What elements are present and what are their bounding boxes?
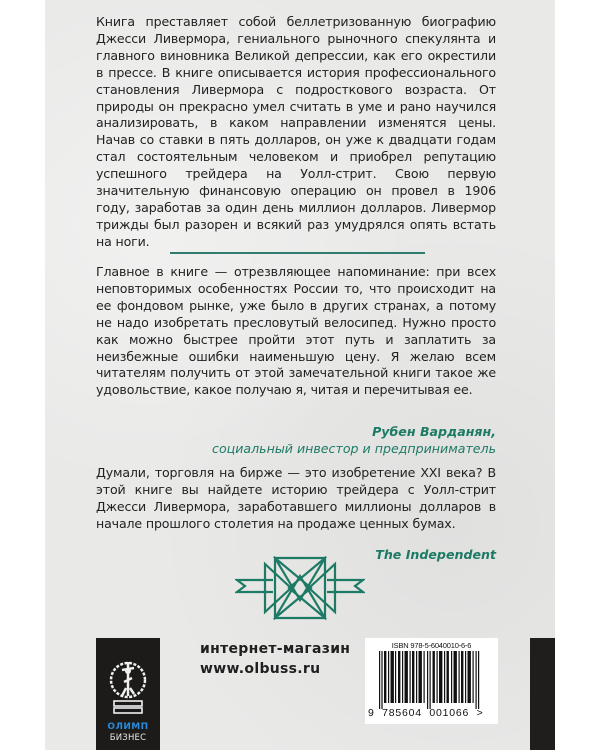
quote-author: Рубен Варданян,	[372, 424, 496, 439]
review-quote-1	[96, 264, 496, 399]
shop-url-link[interactable]: www.olbuss.ru	[200, 661, 321, 677]
description-text: Книга преставляет собой беллетризованную биографию Джесси Ливермора, гениального рыночного спекулянта и главного виновника Великой депрессии, как его окрестили в прессе. В книге описывается история профессионального становления Ливермора с подросткового возраста. От природы он прекрасно умел считать в уме и рано научился анализировать, в каком направлении изменятся цены. Начав со ставки в пять долларов, он уже к двадцати годам стал состоятельным человеком и приобрел репутацию успешного трейдера на Уолл-стрит. Свою первую значительную финансовую операцию он провел в 1906 году, заработав за один день миллион долларов. Ливермор трижды был разорен и всякий раз умудрялся опять встать на ноги.	[96, 14, 496, 249]
quote-text: Думали, торговля на бирже — это изобретение XXI века? В этой книге вы найдете историю трейдера с Уолл-стрит Джесси Ливермора, заработавшего миллионы долларов в начале прошлого столетия на продаже ценных бумах.	[96, 465, 496, 531]
quote-1-attribution	[212, 423, 496, 457]
publisher-name-line2: БИЗНЕС	[109, 733, 147, 743]
barcode-icon	[379, 651, 481, 709]
quote-2-attribution	[375, 546, 496, 563]
book-description	[96, 14, 496, 251]
review-quote-2	[96, 465, 496, 533]
quote-text: Главное в книге — отрезвляющее напоминание: при всех неповторимых особенностях России то, что происходит на ее фондовом рынке, уже было в других странах, а потому не надо изобретать пресловутый велосипед. Нужно просто как можно быстрее пройти этот путь и заплатить за неизбежные ошибки наименьшую цену. Я желаю всем читателям получить от этой замечательной книги такое же удовольствие, какое получаю я, читая и перечитывая ее.	[96, 264, 496, 398]
publisher-logo	[96, 638, 160, 750]
publisher-name-line1: ОЛИМП	[107, 722, 149, 732]
section-divider	[170, 252, 425, 254]
quote-source: The Independent	[375, 547, 496, 562]
isbn-label: ISBN 978-5-6040010-6-6	[391, 641, 472, 650]
quote-author-title: социальный инвестор и предприниматель	[212, 441, 496, 456]
dark-corner-strip	[530, 638, 555, 750]
hermes-emblem-icon	[96, 638, 160, 722]
ean-number: 9 785604 001066 >	[368, 707, 484, 719]
geometric-star-ornament-icon	[235, 556, 365, 626]
shop-label: интернет-магазин	[200, 641, 351, 657]
isbn-barcode	[365, 638, 498, 724]
online-shop-info	[200, 639, 350, 679]
